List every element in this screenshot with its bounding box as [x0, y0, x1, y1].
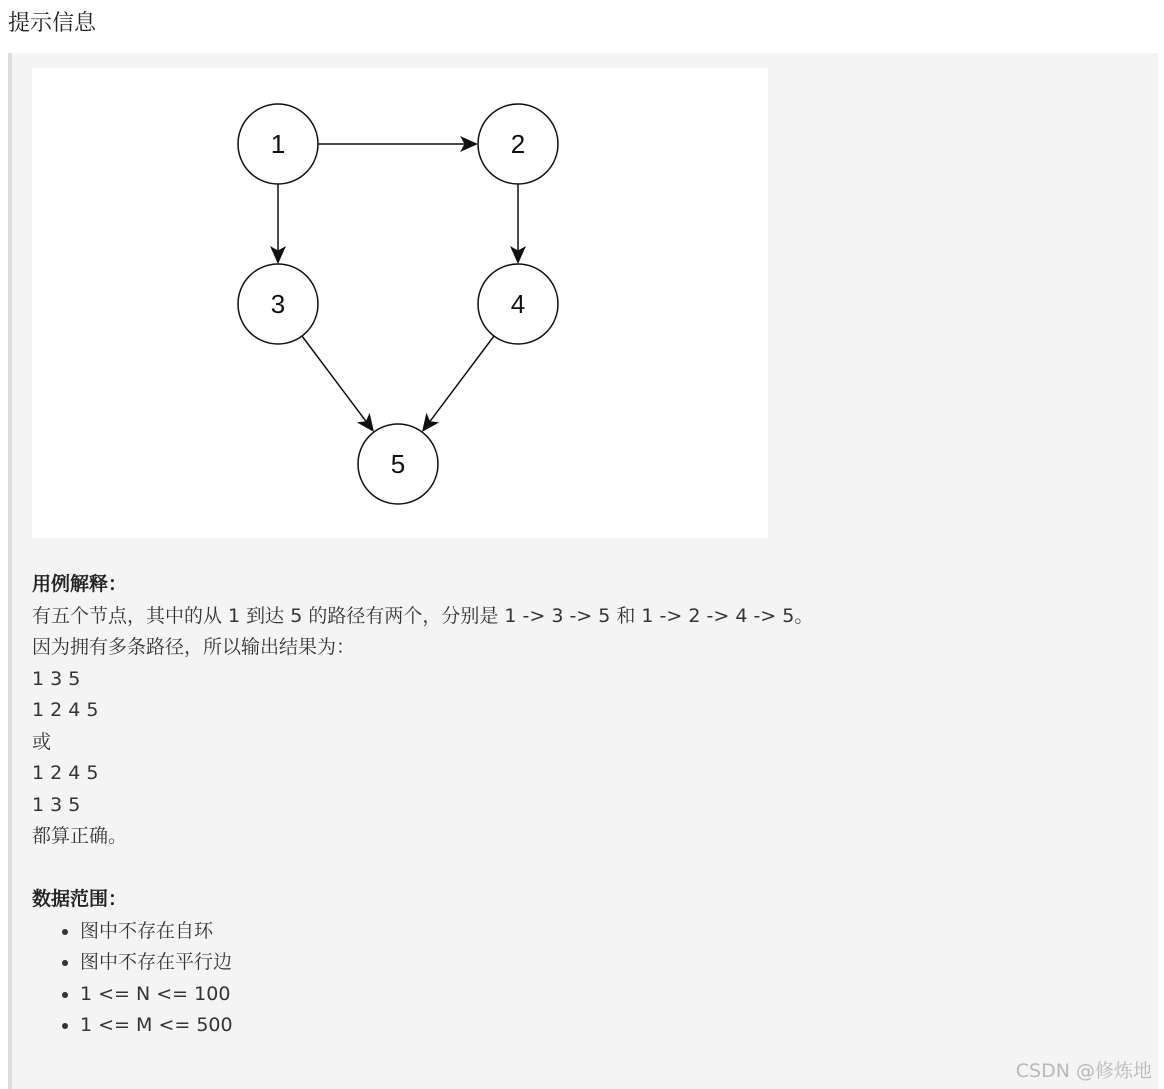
graph-node-2: [478, 104, 558, 184]
node-label: 2: [510, 129, 526, 159]
edge-3-5: [302, 336, 366, 421]
graph-node-3: [238, 264, 318, 344]
graph-node-4: [478, 264, 558, 344]
arrowhead-3-5: [357, 413, 374, 432]
node-label: 1: [270, 129, 286, 159]
example-heading: 用例解释：: [32, 573, 128, 595]
example-line: 因为拥有多条路径，所以输出结果为：: [32, 636, 356, 658]
node-label: 5: [390, 449, 406, 479]
watermark: CSDN @修炼地: [1015, 1060, 1152, 1082]
range-item: • 1 <= M <= 500: [80, 1010, 1132, 1042]
graph-node-5: [358, 424, 438, 504]
example-line: 或: [32, 730, 52, 753]
example-line: 1 3 5: [32, 793, 81, 816]
hint-content: [32, 569, 1132, 1042]
section-spacer: [32, 853, 1132, 885]
range-list: [32, 916, 1132, 1042]
edge-4-5: [430, 336, 494, 421]
range-heading: 数据范围：: [32, 888, 128, 910]
hint-blockquote: [8, 53, 1158, 1089]
example-line: 1 3 5: [32, 667, 81, 690]
graph-figure: [32, 68, 768, 538]
example-line: 都算正确。: [32, 825, 128, 847]
page-title: 提示信息: [8, 11, 97, 36]
node-label: 4: [510, 289, 526, 319]
node-label: 3: [270, 289, 286, 319]
graph-node-1: [238, 104, 318, 184]
graph-diagram: [32, 68, 768, 538]
arrowhead-4-5: [422, 413, 439, 432]
example-line: 1 2 4 5: [32, 699, 99, 721]
range-item: • 1 <= N <= 100: [80, 979, 1132, 1011]
range-item: • 图中不存在平行边: [80, 947, 1132, 979]
example-line: 有五个节点，其中的从 1 到达 5 的路径有两个，分别是 1 -> 3 -> 5 和 1 -> 2 -> 4 -> 5。: [32, 604, 814, 627]
example-line: 1 2 4 5: [32, 762, 99, 784]
range-item: • 图中不存在自环: [80, 916, 1132, 948]
